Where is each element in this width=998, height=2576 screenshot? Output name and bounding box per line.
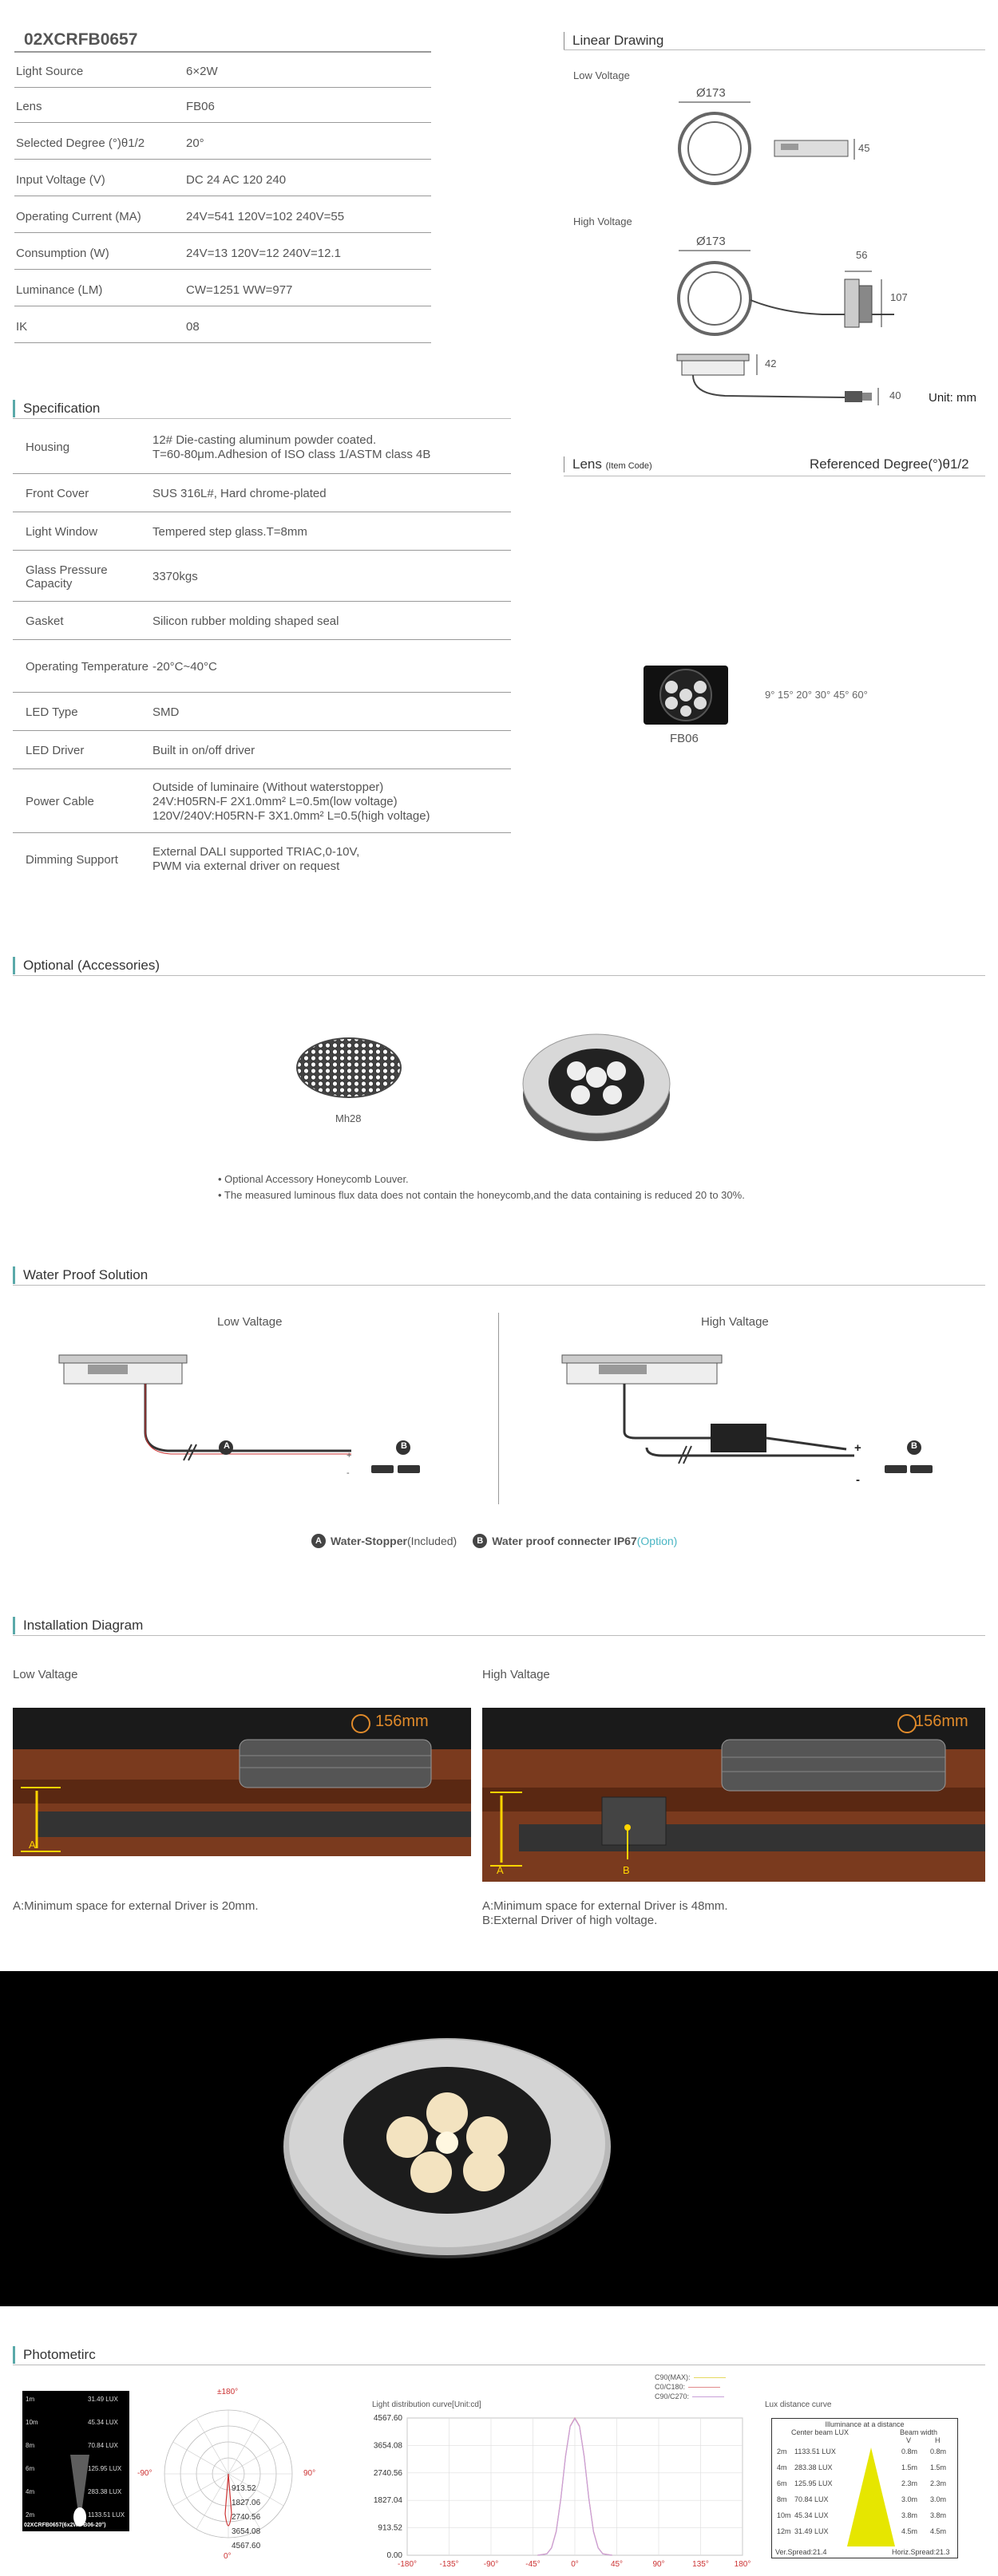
- lens-item-code: FB06: [670, 732, 699, 745]
- specification-value: -20°C~40°C: [152, 659, 217, 674]
- lux-value: 31.49 LUX: [794, 2527, 829, 2535]
- lux-beam-v: 1.5m: [901, 2463, 918, 2471]
- curve-legend-swatch: [688, 2387, 720, 2388]
- waterproof-low-label: Low Valtage: [217, 1315, 283, 1329]
- specification-row: [13, 835, 511, 884]
- polar-spoke: [228, 2442, 283, 2474]
- curve-legend-label: C0/C180:: [655, 2383, 686, 2391]
- legend-b-note: (Option): [636, 1535, 678, 1547]
- polar-value: 1827.06: [232, 2499, 261, 2507]
- legend-b-badge: B: [473, 1534, 487, 1548]
- x-tick-label: -45°: [525, 2560, 541, 2569]
- specification-row: [13, 771, 511, 833]
- optional-line: [13, 975, 985, 976]
- specification-label: LED Type: [26, 705, 78, 719]
- specification-label: Light Window: [26, 525, 98, 539]
- lux-beam-v: 4.5m: [901, 2527, 918, 2535]
- polar-value: 4567.60: [232, 2542, 261, 2550]
- install-high-note-1: A:Minimum space for external Driver is 48mm.: [482, 1899, 728, 1913]
- curve-legend-item: [655, 2373, 726, 2381]
- specification-label: Front Cover: [26, 487, 89, 500]
- install-low-a: A: [29, 1839, 36, 1851]
- lux-distance: 2m: [777, 2448, 787, 2455]
- lux-beam-h: 4.5m: [930, 2527, 947, 2535]
- spec-label: Operating Current (MA): [16, 210, 141, 223]
- specification-value: Tempered step glass.T=8mm: [152, 524, 307, 539]
- lux-col2: Beam width: [900, 2428, 938, 2436]
- spec-row: [14, 201, 431, 233]
- x-tick-label: -90°: [483, 2560, 499, 2569]
- polar-top: ±180°: [217, 2388, 239, 2396]
- lux-value: 1133.51 LUX: [794, 2448, 836, 2455]
- spec-label: Selected Degree (°)θ1/2: [16, 136, 145, 150]
- lens-degrees: 9° 15° 20° 30° 45° 60°: [765, 689, 868, 701]
- specification-value: Outside of luminaire (Without waterstopper) 24V:H05RN-F 2X1.0mm² L=0.5m(low voltage) 120V/240V:H05RN-F 3X1.0mm² L=0.5(high voltage): [152, 780, 430, 823]
- specification-value: Built in on/off driver: [152, 743, 255, 757]
- high-voltage-label: High Voltage: [573, 215, 632, 227]
- cone-distance: 8m: [26, 2442, 35, 2449]
- header-underline: [14, 51, 431, 53]
- side-height-2: 40: [889, 389, 901, 401]
- spec-row: [14, 238, 431, 270]
- waterproof-low-plus: +: [347, 1451, 352, 1460]
- specification-label: LED Driver: [26, 744, 85, 757]
- curve-legend-swatch: [694, 2377, 726, 2378]
- cone-caption: 02XCRFB0657(6x2W/FB06-20°): [24, 2523, 106, 2528]
- luminaire-accessory-image: [521, 1021, 672, 1149]
- lux-beam-h: 1.5m: [930, 2463, 947, 2471]
- lux-beam-h: 3.0m: [930, 2495, 947, 2503]
- specification-row: [13, 694, 511, 731]
- spec-value: 20°: [186, 136, 204, 150]
- honeycomb-louver-image: [295, 1036, 402, 1100]
- waterproof-plus: +: [854, 1441, 861, 1455]
- linear-drawing-title: Linear Drawing: [564, 32, 663, 49]
- linear-drawing-line: [564, 49, 985, 50]
- install-low-label: Low Valtage: [13, 1668, 78, 1681]
- install-low-dim: 156mm: [375, 1713, 429, 1730]
- specification-row: [13, 733, 511, 769]
- specification-label: Gasket: [26, 614, 64, 628]
- y-tick-label: 2740.56: [373, 2468, 402, 2478]
- polar-chart: [156, 2394, 300, 2554]
- curve-legend-item: [655, 2383, 720, 2391]
- dia-low-label: Ø173: [696, 86, 726, 100]
- waterproof-high-label: High Valtage: [701, 1315, 769, 1329]
- lux-beam-h: 2.3m: [930, 2479, 947, 2487]
- spec-label: Input Voltage (V): [16, 173, 105, 187]
- cone-lux: 70.84 LUX: [88, 2442, 118, 2449]
- specification-row: [13, 603, 511, 640]
- ver-spread: Ver.Spread:21.4: [775, 2548, 827, 2556]
- x-tick-label: 135°: [692, 2560, 709, 2569]
- install-high-image: [482, 1708, 985, 1882]
- driver-height-label: 107: [890, 291, 908, 303]
- spec-value: CW=1251 WW=977: [186, 283, 293, 297]
- lux-beam-v: 3.8m: [901, 2511, 918, 2519]
- height-low-label: 45: [858, 142, 870, 154]
- spec-row: [14, 91, 431, 123]
- polar-spoke: [228, 2419, 260, 2474]
- specification-value: 12# Die-casting aluminum powder coated. T=60-80μm.Adhesion of ISO class 1/ASTM class 4B: [152, 433, 431, 461]
- lux-v: V: [906, 2436, 912, 2444]
- y-tick-label: 913.52: [378, 2523, 402, 2533]
- lux-col1: Center beam LUX: [791, 2428, 849, 2436]
- spec-label: Lens: [16, 100, 42, 113]
- lux-h: H: [935, 2436, 941, 2444]
- spec-label: Light Source: [16, 65, 84, 78]
- waterproof-title: Water Proof Solution: [13, 1266, 148, 1284]
- cone-distance: 6m: [26, 2465, 35, 2472]
- specification-value: External DALI supported TRIAC,0-10V, PWM via external driver on request: [152, 845, 360, 873]
- specification-value: SUS 316L#, Hard chrome-plated: [152, 486, 327, 500]
- lux-beam-v: 3.0m: [901, 2495, 918, 2503]
- waterproof-minus: -: [856, 1473, 860, 1487]
- low-voltage-drawing: [671, 102, 878, 190]
- waterproof-low-diagram: [56, 1352, 455, 1495]
- lux-value: 70.84 LUX: [794, 2495, 829, 2503]
- spec-value: 6×2W: [186, 65, 218, 78]
- photometric-title: Photometirc: [13, 2346, 96, 2364]
- waterproof-low-a-badge: A: [224, 1441, 230, 1451]
- specification-row: [13, 421, 511, 474]
- high-voltage-drawing: [671, 251, 902, 338]
- spec-label: Luminance (LM): [16, 283, 103, 297]
- cone-distance: 1m: [26, 2396, 35, 2403]
- legend-a-note: (Included): [406, 1535, 457, 1547]
- spec-label: Consumption (W): [16, 247, 109, 260]
- cone-distance: 10m: [26, 2419, 38, 2426]
- curve-legend-item: [655, 2392, 724, 2400]
- spec-row: [14, 164, 431, 196]
- polar-bottom: 0°: [224, 2552, 232, 2561]
- waterproof-divider: [498, 1313, 499, 1504]
- curve-legend-label: C90(MAX):: [655, 2373, 691, 2381]
- cone-lux: 125.95 LUX: [88, 2465, 122, 2472]
- install-high-a: A: [497, 1864, 504, 1876]
- curve-legend-label: C90/C270:: [655, 2392, 690, 2400]
- legend-a-label: Water-Stopper: [331, 1535, 407, 1547]
- cone-lux: 31.49 LUX: [88, 2396, 118, 2403]
- curve-title: Light distribution curve[Unit:cd]: [372, 2400, 481, 2409]
- spec-row: [14, 128, 431, 160]
- spec-value: 24V=13 120V=12 240V=12.1: [186, 247, 341, 260]
- optional-note-1: • Optional Accessory Honeycomb Louver.: [218, 1173, 409, 1185]
- low-voltage-label: Low Voltage: [573, 69, 630, 81]
- specification-label: Operating Temperature: [26, 660, 149, 674]
- lux-title: Lux distance curve: [765, 2400, 832, 2409]
- x-tick-label: 0°: [571, 2560, 579, 2569]
- polar-spoke: [173, 2474, 228, 2506]
- polar-value: 913.52: [232, 2484, 256, 2493]
- lux-distance: 12m: [777, 2527, 791, 2535]
- spec-value: 24V=541 120V=102 240V=55: [186, 210, 345, 223]
- legend-b-label: Water proof connecter IP67: [492, 1535, 637, 1547]
- lux-distance: 4m: [777, 2463, 787, 2471]
- y-tick-label: 1827.04: [373, 2496, 402, 2506]
- spec-value: 08: [186, 320, 200, 334]
- cone-distance: 4m: [26, 2488, 35, 2495]
- lux-header: Illuminance at a distance: [825, 2420, 905, 2428]
- lux-distance: 6m: [777, 2479, 787, 2487]
- spec-label: IK: [16, 320, 28, 334]
- install-high-label: High Valtage: [482, 1668, 550, 1681]
- x-tick-label: -180°: [397, 2560, 418, 2569]
- x-tick-label: 180°: [734, 2560, 751, 2569]
- lux-cone: [847, 2448, 895, 2548]
- cone-beam-image: [22, 2391, 129, 2525]
- cone-distance: 2m: [26, 2511, 35, 2519]
- lens-title: Lens: [572, 456, 602, 472]
- polar-value: 3654.08: [232, 2527, 261, 2536]
- specification-row: [13, 552, 511, 602]
- specification-label: Power Cable: [26, 795, 94, 808]
- lux-distance: 8m: [777, 2495, 787, 2503]
- side-drawing: [677, 354, 885, 410]
- x-tick-label: 45°: [610, 2560, 624, 2569]
- y-tick-label: 0.00: [386, 2551, 402, 2560]
- lens-fb06-image: [644, 666, 728, 725]
- lux-beam-h: 3.8m: [930, 2511, 947, 2519]
- waterproof-line: [13, 1285, 985, 1286]
- x-tick-label: 90°: [652, 2560, 665, 2569]
- lux-beam-v: 2.3m: [901, 2479, 918, 2487]
- y-tick-label: 3654.08: [373, 2441, 402, 2451]
- specification-label: Dimming Support: [26, 852, 118, 867]
- spec-row: [14, 311, 431, 343]
- install-low-note: A:Minimum space for external Driver is 20mm.: [13, 1899, 259, 1913]
- side-height-1: 42: [765, 358, 777, 369]
- lens-title-row: [564, 456, 652, 472]
- lens-ref-degree: Referenced Degree(°)θ1/2: [810, 456, 969, 472]
- legend-a-badge: A: [311, 1534, 326, 1548]
- curve-legend-swatch: [692, 2396, 724, 2397]
- polar-spoke: [173, 2442, 228, 2474]
- lux-beam-v: 0.8m: [901, 2448, 918, 2455]
- lens-subtitle: (Item Code): [605, 461, 652, 471]
- optional-title: Optional (Accessories): [13, 957, 160, 974]
- cone-lux: 45.34 LUX: [88, 2419, 118, 2426]
- waterproof-high-b-badge: B: [911, 1441, 917, 1451]
- lux-beam-h: 0.8m: [930, 2448, 947, 2455]
- lux-distance: 10m: [777, 2511, 791, 2519]
- hor-spread: Horiz.Spread:21.3: [892, 2548, 950, 2556]
- specification-line: [13, 418, 511, 419]
- driver-width-label: 56: [856, 249, 868, 261]
- specification-row: [13, 476, 511, 512]
- light-distribution-chart: [367, 2413, 750, 2576]
- specification-title: Specification: [13, 400, 100, 417]
- specification-label: Housing: [26, 441, 70, 454]
- spec-value: FB06: [186, 100, 215, 113]
- specification-value: SMD: [152, 705, 180, 719]
- polar-right: 90°: [303, 2469, 316, 2478]
- lux-value: 283.38 LUX: [794, 2463, 833, 2471]
- waterproof-high-diagram: [559, 1352, 958, 1495]
- cone-lux: 1133.51 LUX: [88, 2511, 125, 2519]
- waterproof-legend: [311, 1534, 677, 1548]
- honeycomb-label: Mh28: [335, 1112, 362, 1124]
- polar-spoke: [196, 2419, 228, 2474]
- lux-value: 125.95 LUX: [794, 2479, 833, 2487]
- install-high-note-2: B:External Driver of high voltage.: [482, 1914, 658, 1927]
- optional-note-2: • The measured luminous flux data does not contain the honeycomb,and the data containing is reduced 20 to 30%.: [218, 1189, 745, 1201]
- spec-row: [14, 275, 431, 306]
- spec-row: [14, 56, 431, 88]
- specification-row: [13, 514, 511, 551]
- y-tick-label: 4567.60: [373, 2414, 402, 2423]
- cone-lux: 283.38 LUX: [88, 2488, 122, 2495]
- specification-value: Silicon rubber molding shaped seal: [152, 614, 339, 628]
- specification-label: Glass Pressure Capacity: [26, 563, 108, 591]
- product-code: 02XCRFB0657: [24, 30, 138, 49]
- polar-spoke: [196, 2474, 228, 2529]
- lux-table-box: [771, 2418, 958, 2558]
- installation-title: Installation Diagram: [13, 1617, 143, 1634]
- waterproof-low-b-badge: B: [401, 1441, 407, 1451]
- installation-line: [13, 1635, 985, 1636]
- waterproof-low-minus: -: [347, 1468, 350, 1478]
- unit-label: Unit: mm: [929, 391, 976, 405]
- polar-left: -90°: [137, 2469, 152, 2478]
- install-high-dim: 156mm: [915, 1713, 968, 1730]
- specification-value: 3370kgs: [152, 569, 198, 583]
- polar-value: 2740.56: [232, 2513, 261, 2522]
- specification-row: [13, 642, 511, 693]
- spec-value: DC 24 AC 120 240: [186, 173, 287, 187]
- dia-high-label: Ø173: [696, 235, 726, 248]
- lux-value: 45.34 LUX: [794, 2511, 829, 2519]
- install-high-b: B: [623, 1864, 630, 1876]
- x-tick-label: -135°: [439, 2560, 459, 2569]
- product-hero-image: [0, 1971, 998, 2306]
